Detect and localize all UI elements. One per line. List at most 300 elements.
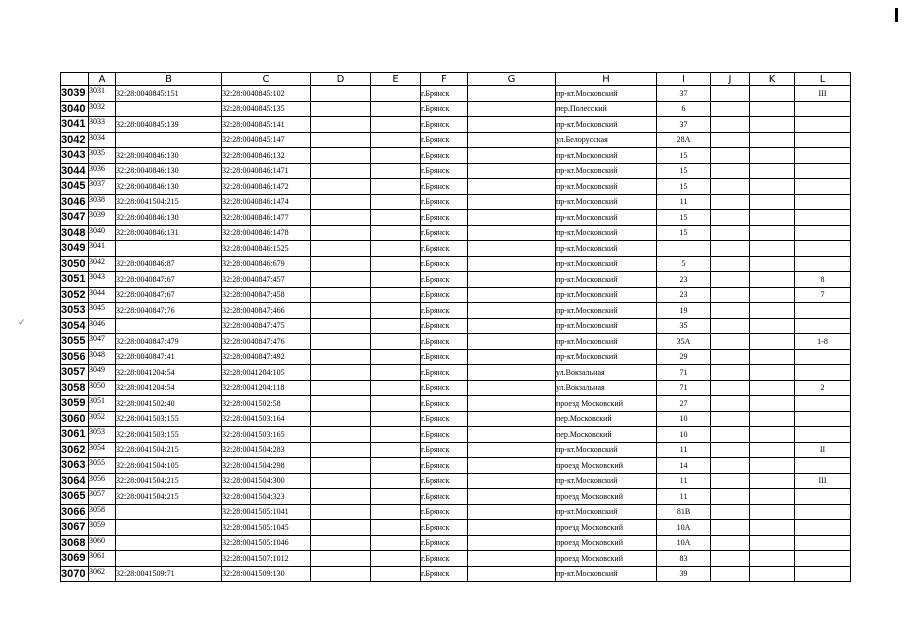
cell-i[interactable]: 71: [657, 365, 711, 381]
cell-j[interactable]: [711, 163, 750, 179]
cell-d[interactable]: [311, 272, 371, 288]
cell-e[interactable]: [371, 365, 421, 381]
cell-c[interactable]: 32:28:0041509:130: [222, 566, 311, 582]
cell-c[interactable]: 32:28:0041504:298: [222, 458, 311, 474]
cell-d[interactable]: [311, 303, 371, 319]
cell-a[interactable]: 3051: [89, 396, 116, 412]
cell-i[interactable]: 10: [657, 411, 711, 427]
cell-d[interactable]: [311, 318, 371, 334]
cell-k[interactable]: [750, 287, 795, 303]
cell-e[interactable]: [371, 349, 421, 365]
cell-h[interactable]: пр-кт.Московский: [556, 318, 657, 334]
cell-d[interactable]: [311, 163, 371, 179]
cell-f[interactable]: г.Брянск: [421, 349, 468, 365]
row-number[interactable]: 3063: [61, 458, 89, 474]
cell-h[interactable]: пр-кт.Московский: [556, 442, 657, 458]
cell-a[interactable]: 3037: [89, 179, 116, 195]
row-number[interactable]: 3043: [61, 148, 89, 164]
column-header-g[interactable]: G: [468, 73, 556, 86]
cell-j[interactable]: [711, 132, 750, 148]
cell-f[interactable]: г.Брянск: [421, 117, 468, 133]
cell-e[interactable]: [371, 132, 421, 148]
row-number[interactable]: 3055: [61, 334, 89, 350]
cell-a[interactable]: 3050: [89, 380, 116, 396]
cell-f[interactable]: г.Брянск: [421, 272, 468, 288]
cell-e[interactable]: [371, 86, 421, 102]
cell-j[interactable]: [711, 101, 750, 117]
cell-c[interactable]: 32:28:0041504:300: [222, 473, 311, 489]
cell-e[interactable]: [371, 520, 421, 536]
cell-c[interactable]: 32:28:0041204:105: [222, 365, 311, 381]
row-number[interactable]: 3064: [61, 473, 89, 489]
row-number[interactable]: 3059: [61, 396, 89, 412]
cell-f[interactable]: г.Брянск: [421, 225, 468, 241]
cell-c[interactable]: 32:28:0040846:1471: [222, 163, 311, 179]
cell-e[interactable]: [371, 551, 421, 567]
cell-g[interactable]: [468, 101, 556, 117]
cell-c[interactable]: 32:28:0040846:1478: [222, 225, 311, 241]
cell-a[interactable]: 3040: [89, 225, 116, 241]
cell-e[interactable]: [371, 210, 421, 226]
cell-e[interactable]: [371, 334, 421, 350]
cell-d[interactable]: [311, 458, 371, 474]
cell-g[interactable]: [468, 566, 556, 582]
cell-e[interactable]: [371, 489, 421, 505]
cell-j[interactable]: [711, 210, 750, 226]
cell-i[interactable]: 35А: [657, 334, 711, 350]
cell-h[interactable]: проезд Московский: [556, 458, 657, 474]
cell-j[interactable]: [711, 442, 750, 458]
cell-c[interactable]: 32:28:0040847:458: [222, 287, 311, 303]
cell-c[interactable]: 32:28:0040846:679: [222, 256, 311, 272]
row-number[interactable]: 3050: [61, 256, 89, 272]
cell-a[interactable]: 3059: [89, 520, 116, 536]
cell-h[interactable]: пр-кт.Московский: [556, 225, 657, 241]
cell-d[interactable]: [311, 489, 371, 505]
cell-k[interactable]: [750, 520, 795, 536]
row-number[interactable]: 3069: [61, 551, 89, 567]
cell-b[interactable]: 32:28:0041204:54: [116, 365, 222, 381]
cell-e[interactable]: [371, 473, 421, 489]
cell-a[interactable]: 3049: [89, 365, 116, 381]
cell-h[interactable]: пер.Московский: [556, 427, 657, 443]
cell-i[interactable]: 15: [657, 148, 711, 164]
cell-a[interactable]: 3053: [89, 427, 116, 443]
cell-a[interactable]: 3041: [89, 241, 116, 257]
cell-h[interactable]: проезд Московский: [556, 551, 657, 567]
cell-k[interactable]: [750, 380, 795, 396]
cell-a[interactable]: 3062: [89, 566, 116, 582]
cell-l[interactable]: [795, 303, 851, 319]
cell-l[interactable]: [795, 411, 851, 427]
cell-h[interactable]: пр-кт.Московский: [556, 179, 657, 195]
cell-a[interactable]: 3061: [89, 551, 116, 567]
cell-a[interactable]: 3035: [89, 148, 116, 164]
row-number[interactable]: 3056: [61, 349, 89, 365]
cell-g[interactable]: [468, 256, 556, 272]
cell-b[interactable]: 32:28:0040847:67: [116, 287, 222, 303]
cell-g[interactable]: [468, 163, 556, 179]
cell-d[interactable]: [311, 396, 371, 412]
cell-c[interactable]: 32:28:0041505:1046: [222, 535, 311, 551]
cell-f[interactable]: г.Брянск: [421, 179, 468, 195]
cell-b[interactable]: 32:28:0041504:215: [116, 194, 222, 210]
cell-d[interactable]: [311, 365, 371, 381]
cell-c[interactable]: 32:28:0041503:164: [222, 411, 311, 427]
cell-i[interactable]: 35: [657, 318, 711, 334]
cell-g[interactable]: [468, 458, 556, 474]
cell-b[interactable]: 32:28:0041504:215: [116, 473, 222, 489]
cell-f[interactable]: г.Брянск: [421, 489, 468, 505]
cell-g[interactable]: [468, 132, 556, 148]
cell-g[interactable]: [468, 489, 556, 505]
cell-l[interactable]: [795, 148, 851, 164]
row-number[interactable]: 3053: [61, 303, 89, 319]
cell-j[interactable]: [711, 380, 750, 396]
cell-k[interactable]: [750, 303, 795, 319]
cell-k[interactable]: [750, 473, 795, 489]
cell-i[interactable]: 11: [657, 442, 711, 458]
cell-i[interactable]: 11: [657, 194, 711, 210]
column-header-i[interactable]: I: [657, 73, 711, 86]
cell-j[interactable]: [711, 566, 750, 582]
cell-l[interactable]: [795, 504, 851, 520]
cell-j[interactable]: [711, 318, 750, 334]
cell-g[interactable]: [468, 349, 556, 365]
cell-c[interactable]: 32:28:0041505:1045: [222, 520, 311, 536]
column-header-a[interactable]: A: [89, 73, 116, 86]
cell-j[interactable]: [711, 551, 750, 567]
cell-h[interactable]: пр-кт.Московский: [556, 303, 657, 319]
row-number[interactable]: 3040: [61, 101, 89, 117]
column-header-e[interactable]: E: [371, 73, 421, 86]
cell-a[interactable]: 3034: [89, 132, 116, 148]
cell-i[interactable]: 15: [657, 210, 711, 226]
cell-h[interactable]: пр-кт.Московский: [556, 86, 657, 102]
cell-f[interactable]: г.Брянск: [421, 334, 468, 350]
cell-f[interactable]: г.Брянск: [421, 442, 468, 458]
cell-g[interactable]: [468, 225, 556, 241]
row-number[interactable]: 3057: [61, 365, 89, 381]
cell-e[interactable]: [371, 148, 421, 164]
cell-a[interactable]: 3047: [89, 334, 116, 350]
cell-k[interactable]: [750, 458, 795, 474]
cell-e[interactable]: [371, 256, 421, 272]
cell-f[interactable]: г.Брянск: [421, 396, 468, 412]
cell-k[interactable]: [750, 442, 795, 458]
cell-k[interactable]: [750, 411, 795, 427]
cell-f[interactable]: г.Брянск: [421, 101, 468, 117]
cell-f[interactable]: г.Брянск: [421, 148, 468, 164]
cell-k[interactable]: [750, 179, 795, 195]
cell-e[interactable]: [371, 411, 421, 427]
cell-b[interactable]: [116, 504, 222, 520]
row-number[interactable]: 3061: [61, 427, 89, 443]
cell-f[interactable]: г.Брянск: [421, 504, 468, 520]
cell-c[interactable]: 32:28:0040845:147: [222, 132, 311, 148]
cell-l[interactable]: 2: [795, 380, 851, 396]
cell-a[interactable]: 3038: [89, 194, 116, 210]
row-number[interactable]: 3058: [61, 380, 89, 396]
cell-l[interactable]: [795, 179, 851, 195]
cell-b[interactable]: 32:28:0040845:151: [116, 86, 222, 102]
row-number[interactable]: 3052: [61, 287, 89, 303]
cell-d[interactable]: [311, 225, 371, 241]
cell-f[interactable]: г.Брянск: [421, 241, 468, 257]
cell-i[interactable]: 6: [657, 101, 711, 117]
column-header-h[interactable]: H: [556, 73, 657, 86]
cell-l[interactable]: [795, 132, 851, 148]
cell-g[interactable]: [468, 334, 556, 350]
cell-f[interactable]: г.Брянск: [421, 256, 468, 272]
cell-i[interactable]: 29: [657, 349, 711, 365]
cell-j[interactable]: [711, 349, 750, 365]
cell-h[interactable]: пр-кт.Московский: [556, 117, 657, 133]
row-number[interactable]: 3041: [61, 117, 89, 133]
cell-l[interactable]: [795, 520, 851, 536]
cell-k[interactable]: [750, 334, 795, 350]
cell-b[interactable]: [116, 520, 222, 536]
cell-j[interactable]: [711, 334, 750, 350]
cell-d[interactable]: [311, 117, 371, 133]
row-number[interactable]: 3068: [61, 535, 89, 551]
cell-a[interactable]: 3057: [89, 489, 116, 505]
cell-k[interactable]: [750, 365, 795, 381]
cell-c[interactable]: 32:28:0040847:476: [222, 334, 311, 350]
cell-f[interactable]: г.Брянск: [421, 380, 468, 396]
row-number[interactable]: 3062: [61, 442, 89, 458]
cell-d[interactable]: [311, 504, 371, 520]
cell-c[interactable]: 32:28:0041504:283: [222, 442, 311, 458]
cell-h[interactable]: пр-кт.Московский: [556, 566, 657, 582]
cell-j[interactable]: [711, 148, 750, 164]
cell-j[interactable]: [711, 225, 750, 241]
cell-i[interactable]: 83: [657, 551, 711, 567]
cell-f[interactable]: г.Брянск: [421, 566, 468, 582]
cell-i[interactable]: 10А: [657, 520, 711, 536]
cell-h[interactable]: пр-кт.Московский: [556, 287, 657, 303]
cell-b[interactable]: 32:28:0040847:67: [116, 272, 222, 288]
cell-c[interactable]: 32:28:0040845:135: [222, 101, 311, 117]
cell-b[interactable]: 32:28:0040846:87: [116, 256, 222, 272]
cell-l[interactable]: [795, 349, 851, 365]
cell-a[interactable]: 3032: [89, 101, 116, 117]
cell-d[interactable]: [311, 349, 371, 365]
cell-j[interactable]: [711, 504, 750, 520]
cell-c[interactable]: 32:28:0040847:492: [222, 349, 311, 365]
cell-g[interactable]: [468, 520, 556, 536]
cell-l[interactable]: [795, 318, 851, 334]
cell-a[interactable]: 3046: [89, 318, 116, 334]
cell-j[interactable]: [711, 179, 750, 195]
cell-h[interactable]: проезд Московский: [556, 489, 657, 505]
cell-j[interactable]: [711, 303, 750, 319]
cell-k[interactable]: [750, 504, 795, 520]
cell-l[interactable]: [795, 427, 851, 443]
cell-f[interactable]: г.Брянск: [421, 473, 468, 489]
cell-k[interactable]: [750, 241, 795, 257]
cell-f[interactable]: г.Брянск: [421, 535, 468, 551]
cell-d[interactable]: [311, 473, 371, 489]
cell-i[interactable]: 10: [657, 427, 711, 443]
cell-l[interactable]: III: [795, 86, 851, 102]
cell-g[interactable]: [468, 303, 556, 319]
cell-l[interactable]: [795, 117, 851, 133]
cell-l[interactable]: [795, 365, 851, 381]
cell-b[interactable]: [116, 241, 222, 257]
cell-g[interactable]: [468, 117, 556, 133]
row-number[interactable]: 3046: [61, 194, 89, 210]
cell-g[interactable]: [468, 396, 556, 412]
column-header-c[interactable]: C: [222, 73, 311, 86]
cell-c[interactable]: 32:28:0040846:1472: [222, 179, 311, 195]
cell-a[interactable]: 3060: [89, 535, 116, 551]
cell-c[interactable]: 32:28:0041507:1012: [222, 551, 311, 567]
cell-j[interactable]: [711, 535, 750, 551]
cell-a[interactable]: 3043: [89, 272, 116, 288]
cell-g[interactable]: [468, 287, 556, 303]
cell-d[interactable]: [311, 101, 371, 117]
cell-j[interactable]: [711, 194, 750, 210]
cell-k[interactable]: [750, 225, 795, 241]
cell-l[interactable]: [795, 241, 851, 257]
cell-j[interactable]: [711, 241, 750, 257]
cell-e[interactable]: [371, 458, 421, 474]
cell-k[interactable]: [750, 272, 795, 288]
cell-d[interactable]: [311, 287, 371, 303]
cell-k[interactable]: [750, 117, 795, 133]
cell-j[interactable]: [711, 256, 750, 272]
cell-l[interactable]: [795, 163, 851, 179]
cell-k[interactable]: [750, 256, 795, 272]
cell-k[interactable]: [750, 318, 795, 334]
cell-e[interactable]: [371, 163, 421, 179]
cell-b[interactable]: 32:28:0041504:105: [116, 458, 222, 474]
column-header-l[interactable]: L: [795, 73, 851, 86]
cell-d[interactable]: [311, 520, 371, 536]
column-header-j[interactable]: J: [711, 73, 750, 86]
row-number[interactable]: 3048: [61, 225, 89, 241]
cell-d[interactable]: [311, 442, 371, 458]
cell-b[interactable]: 32:28:0040847:76: [116, 303, 222, 319]
cell-i[interactable]: 27: [657, 396, 711, 412]
cell-f[interactable]: г.Брянск: [421, 427, 468, 443]
cell-k[interactable]: [750, 427, 795, 443]
cell-a[interactable]: 3039: [89, 210, 116, 226]
cell-g[interactable]: [468, 179, 556, 195]
cell-e[interactable]: [371, 241, 421, 257]
cell-g[interactable]: [468, 380, 556, 396]
cell-k[interactable]: [750, 86, 795, 102]
cell-f[interactable]: г.Брянск: [421, 163, 468, 179]
cell-b[interactable]: 32:28:0040846:130: [116, 148, 222, 164]
cell-l[interactable]: III: [795, 473, 851, 489]
cell-b[interactable]: 32:28:0041504:215: [116, 442, 222, 458]
cell-d[interactable]: [311, 334, 371, 350]
cell-i[interactable]: 11: [657, 489, 711, 505]
cell-j[interactable]: [711, 86, 750, 102]
cell-i[interactable]: 81В: [657, 504, 711, 520]
cell-i[interactable]: 11: [657, 473, 711, 489]
row-number[interactable]: 3049: [61, 241, 89, 257]
cell-d[interactable]: [311, 566, 371, 582]
cell-f[interactable]: г.Брянск: [421, 210, 468, 226]
cell-g[interactable]: [468, 318, 556, 334]
cell-k[interactable]: [750, 396, 795, 412]
column-header-d[interactable]: D: [311, 73, 371, 86]
cell-h[interactable]: пр-кт.Московский: [556, 272, 657, 288]
cell-b[interactable]: [116, 132, 222, 148]
cell-l[interactable]: [795, 566, 851, 582]
cell-j[interactable]: [711, 473, 750, 489]
cell-b[interactable]: [116, 535, 222, 551]
cell-j[interactable]: [711, 396, 750, 412]
cell-b[interactable]: 32:28:0041509:71: [116, 566, 222, 582]
row-number[interactable]: 3039: [61, 86, 89, 102]
cell-h[interactable]: пр-кт.Московский: [556, 504, 657, 520]
cell-h[interactable]: проезд Московский: [556, 520, 657, 536]
row-number[interactable]: 3042: [61, 132, 89, 148]
cell-c[interactable]: 32:28:0041204:118: [222, 380, 311, 396]
cell-k[interactable]: [750, 163, 795, 179]
cell-a[interactable]: 3058: [89, 504, 116, 520]
cell-b[interactable]: 32:28:0041504:215: [116, 489, 222, 505]
cell-l[interactable]: 1-8: [795, 334, 851, 350]
row-number[interactable]: 3065: [61, 489, 89, 505]
cell-g[interactable]: [468, 86, 556, 102]
cell-g[interactable]: [468, 442, 556, 458]
cell-a[interactable]: 3052: [89, 411, 116, 427]
cell-c[interactable]: 32:28:0041505:1041: [222, 504, 311, 520]
cell-c[interactable]: 32:28:0040846:1477: [222, 210, 311, 226]
cell-i[interactable]: 71: [657, 380, 711, 396]
cell-c[interactable]: 32:28:0041503:165: [222, 427, 311, 443]
cell-h[interactable]: пр-кт.Московский: [556, 194, 657, 210]
cell-c[interactable]: 32:28:0040847:457: [222, 272, 311, 288]
cell-b[interactable]: 32:28:0040847:41: [116, 349, 222, 365]
cell-i[interactable]: 37: [657, 117, 711, 133]
cell-k[interactable]: [750, 148, 795, 164]
cell-k[interactable]: [750, 535, 795, 551]
cell-e[interactable]: [371, 303, 421, 319]
cell-i[interactable]: 37: [657, 86, 711, 102]
cell-h[interactable]: ул.Вокзальная: [556, 380, 657, 396]
cell-a[interactable]: 3048: [89, 349, 116, 365]
cell-k[interactable]: [750, 489, 795, 505]
cell-d[interactable]: [311, 179, 371, 195]
cell-l[interactable]: [795, 535, 851, 551]
cell-h[interactable]: пр-кт.Московский: [556, 349, 657, 365]
cell-e[interactable]: [371, 504, 421, 520]
cell-d[interactable]: [311, 535, 371, 551]
cell-a[interactable]: 3044: [89, 287, 116, 303]
cell-b[interactable]: 32:28:0041503:155: [116, 411, 222, 427]
cell-c[interactable]: 32:28:0040845:102: [222, 86, 311, 102]
corner-header[interactable]: [61, 73, 89, 86]
cell-a[interactable]: 3031: [89, 86, 116, 102]
cell-i[interactable]: 5: [657, 256, 711, 272]
cell-f[interactable]: г.Брянск: [421, 303, 468, 319]
cell-l[interactable]: [795, 225, 851, 241]
cell-e[interactable]: [371, 535, 421, 551]
cell-c[interactable]: 32:28:0040847:466: [222, 303, 311, 319]
cell-a[interactable]: 3033: [89, 117, 116, 133]
cell-g[interactable]: [468, 241, 556, 257]
cell-l[interactable]: [795, 551, 851, 567]
cell-i[interactable]: 14: [657, 458, 711, 474]
cell-c[interactable]: 32:28:0040846:1474: [222, 194, 311, 210]
cell-i[interactable]: 23: [657, 272, 711, 288]
